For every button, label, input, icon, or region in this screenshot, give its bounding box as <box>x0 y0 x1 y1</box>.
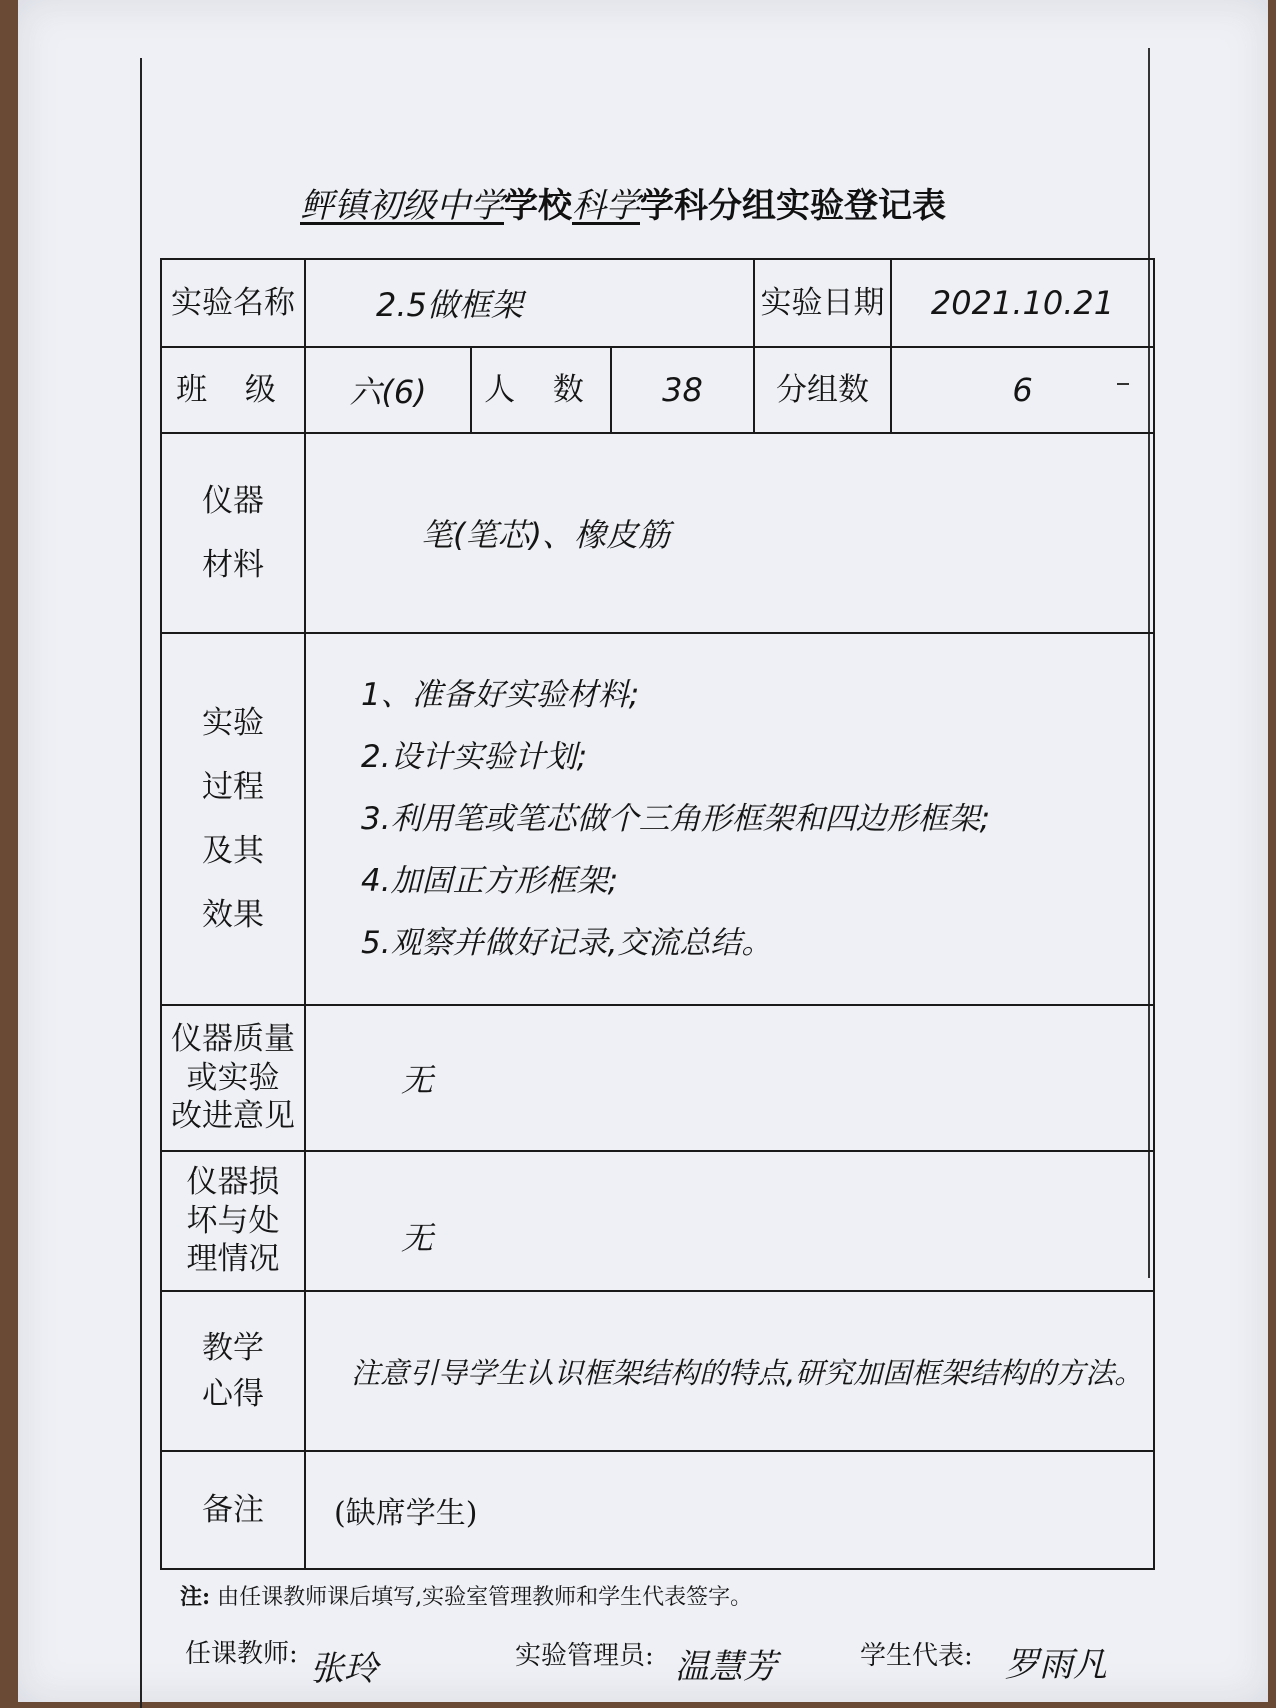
experiment-date-label: 实验日期 <box>754 259 891 347</box>
class-label: 班 级 <box>161 347 305 433</box>
pen-dash-mark <box>1117 383 1129 385</box>
teaching-label <box>161 1291 305 1451</box>
admin-signature: 温慧芳 <box>675 1647 777 1687</box>
student-rep-label: 学生代表: <box>860 1641 973 1671</box>
student-rep-signature: 罗雨凡 <box>1005 1645 1107 1685</box>
quality-label-line: 仪器质量 <box>171 1020 295 1057</box>
table-row <box>161 1451 1154 1569</box>
student-count-value: 38 <box>611 347 754 433</box>
teacher-label: 任课教师: <box>185 1639 298 1669</box>
experiment-name-value: 2.5做框架 <box>305 259 754 347</box>
damage-value: 无 <box>305 1151 1154 1291</box>
group-count-value: 6 <box>891 347 1154 433</box>
process-steps <box>305 633 1154 1005</box>
equipment-label-line: 材料 <box>202 547 264 583</box>
process-label-line: 实验 <box>202 705 264 741</box>
process-label-line: 及其 <box>202 833 264 869</box>
quality-label-line: 改进意见 <box>171 1098 295 1135</box>
school-name: 鲆镇初级中学 <box>300 186 504 226</box>
quality-label-line: 或实验 <box>186 1059 280 1096</box>
teaching-label-line: 教学 <box>202 1329 264 1366</box>
table-row <box>161 1005 1154 1151</box>
table-row <box>161 633 1154 1005</box>
signature-row <box>185 1625 1125 1689</box>
damage-label-line: 坏与处 <box>186 1202 280 1239</box>
process-step: 3.利用笔或笔芯做个三角形框架和四边形框架; <box>361 801 991 837</box>
note-prefix: 注: <box>180 1584 211 1610</box>
quality-value: 无 <box>305 1005 1154 1151</box>
admin-label: 实验管理员: <box>515 1641 654 1671</box>
damage-label-line: 理情况 <box>186 1241 280 1278</box>
table-row <box>161 347 1154 433</box>
table-row <box>161 1291 1154 1451</box>
remarks-label: 备注 <box>161 1451 305 1569</box>
process-step: 5.观察并做好记录,交流总结。 <box>361 925 773 961</box>
damage-label-line: 仪器损 <box>186 1163 280 1200</box>
teaching-label-line: 心得 <box>202 1376 264 1412</box>
student-count-label: 人 数 <box>471 347 611 433</box>
equipment-value: 笔(笔芯)、橡皮筋 <box>305 433 1154 633</box>
process-label <box>161 633 305 1005</box>
equipment-label <box>161 433 305 633</box>
process-step: 2.设计实验计划; <box>361 739 588 775</box>
equipment-label-line: 仪器 <box>202 482 264 519</box>
process-step: 4.加固正方形框架; <box>361 863 619 899</box>
process-label-line: 效果 <box>202 897 264 933</box>
footer-note <box>180 1580 752 1611</box>
table-row <box>161 1151 1154 1291</box>
table-row <box>161 433 1154 633</box>
teaching-value: 注意引导学生认识框架结构的特点,研究加固框架结构的方法。 <box>305 1291 1154 1451</box>
left-margin-line <box>140 58 142 1708</box>
experiment-date-value: 2021.10.21 <box>891 259 1154 347</box>
remarks-value: (缺席学生) <box>305 1451 1154 1569</box>
experiment-name-label: 实验名称 <box>161 259 305 347</box>
group-count-label: 分组数 <box>754 347 891 433</box>
damage-label <box>161 1151 305 1291</box>
process-label-line: 过程 <box>202 769 264 805</box>
class-value: 六(6) <box>305 347 471 433</box>
form-title <box>300 178 1020 227</box>
process-step: 1、准备好实验材料; <box>361 677 640 713</box>
experiment-register-table <box>160 258 1155 1570</box>
note-text: 由任课教师课后填写,实验室管理教师和学生代表签字。 <box>217 1585 753 1610</box>
school-suffix: 学校 <box>504 186 572 226</box>
title-rest: 学科分组实验登记表 <box>640 186 946 226</box>
subject-name: 科学 <box>572 186 640 226</box>
quality-label <box>161 1005 305 1151</box>
teacher-signature: 张玲 <box>310 1649 378 1689</box>
table-row <box>161 259 1154 347</box>
